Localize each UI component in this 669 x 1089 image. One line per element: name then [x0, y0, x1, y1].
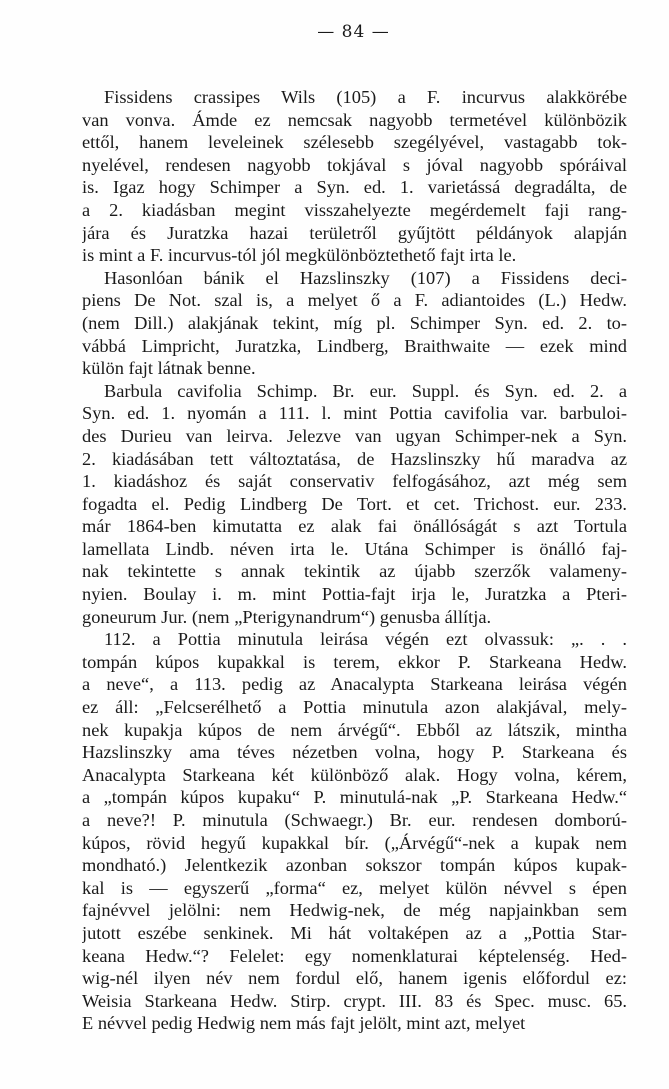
text-line: lamellata Lindb. néven irta le. Utána Schimper is önálló faj-: [82, 538, 627, 559]
text-line: des Durieu van leirva. Jelezve van ugyan Schimper-nek a Syn.: [82, 425, 627, 446]
text-line: külön fajt látnak benne.: [82, 358, 256, 379]
text-line: a neve?! P. minutula (Schwaegr.) Br. eur. rendesen domború-: [82, 810, 627, 830]
text-line: Anacalypta Starkeana két különböző alak. Hogy volna, kérem,: [82, 764, 627, 785]
body-text: [82, 86, 627, 1035]
text-line: Syn. ed. 1. nyomán a 111. l. mint Pottia cavifolia var. barbuloi-: [82, 403, 627, 424]
text-line: jutott eszébe senkinek. Mi hát voltaképen az a „Pottia Star-: [82, 922, 627, 943]
text-line: a „tompán kúpos kupaku“ P. minutulá-nak „P. Starkeana Hedw.“: [82, 787, 627, 808]
text-line: kal is — egyszerű „forma“ ez, melyet külön névvel s épen: [82, 877, 627, 898]
text-line: Barbula cavifolia Schimp. Br. eur. Suppl. és Syn. ed. 2. a: [104, 380, 627, 401]
text-line: ettől, hanem leveleinek szélesebb szegélyével, vastagabb tok-: [82, 132, 627, 153]
text-line: Weisia Starkeana Hedw. Stirp. crypt. III. 83 és Spec. musc. 65.: [82, 990, 627, 1011]
text-line: Hazslinszky ama téves nézetben volna, hogy P. Starkeana és: [82, 742, 627, 763]
text-line: fogadta el. Pedig Lindberg De Tort. et cet. Trichost. eur. 233.: [82, 493, 627, 514]
text-line: mondható.) Jelentkezik azonban sokszor tompán kúpos kupak-: [82, 855, 627, 876]
text-line: jára és Juratzka hazai területről gyűjtött példányok alapján: [82, 222, 627, 243]
text-line: kúpos, rövid hegyű kupakkal bír. („Árvégű“-nek a kupak nem: [82, 832, 627, 853]
text-line: van vonva. Ámde ez nemcsak nagyobb termetével különbözik: [82, 109, 627, 130]
text-line: a neve“, a 113. pedig az Anacalypta Starkeana leirása végén: [82, 674, 627, 695]
text-line: is mint a F. incurvus-tól jól megkülönböztethető fajt irta le.: [82, 245, 517, 266]
text-line: a 2. kiadásban megint visszahelyezte megérdemelt faji rang-: [82, 199, 627, 220]
text-line: ez áll: „Felcserélhető a Pottia minutula azon alakjával, mely-: [82, 697, 627, 718]
text-line: 1. kiadáshoz és saját conservativ felfogásához, azt még sem: [82, 471, 627, 492]
text-line: vábbá Limpricht, Juratzka, Lindberg, Braithwaite — ezek mind: [82, 335, 627, 356]
text-line: fajnévvel jelölni: nem Hedwig-nek, de még napjainkban sem: [82, 900, 627, 921]
text-line: már 1864-ben kimutatta ez alak fai önállóságát s azt Tortula: [82, 516, 627, 537]
text-line: 2. kiadásában tett változtatása, de Hazslinszky hű maradva az: [82, 448, 627, 469]
text-line: (nem Dill.) alakjának tekint, míg pl. Schimper Syn. ed. 2. to-: [82, 312, 627, 333]
text-line: 112. a Pottia minutula leirása végén ezt olvassuk: „. . .: [104, 629, 627, 650]
text-line: nak tekintette s annak tekintik az újabb szerzők valameny-: [82, 561, 627, 582]
text-line: nek kupakja kúpos de nem árvégű“. Ebből az látszik, mintha: [82, 719, 627, 740]
text-line: Hasonlóan bánik el Hazslinszky (107) a Fissidens deci-: [104, 267, 627, 288]
page-number: — 84 —: [317, 22, 390, 42]
text-line: is. Igaz hogy Schimper a Syn. ed. 1. varietássá degradálta, de: [82, 177, 627, 198]
text-line: goneurum Jur. (nem „Pterigynandrum“) genusba állítja.: [82, 606, 492, 627]
text-line: E névvel pedig Hedwig nem más fajt jelölt, mint azt, melyet: [82, 1013, 526, 1034]
text-line: wig-nél ilyen név nem fordul elő, hanem igenis előfordul ez:: [82, 968, 627, 989]
text-line: Fissidens crassipes Wils (105) a F. incurvus alakkörébe: [104, 87, 627, 107]
text-line: keana Hedw.“? Felelet: egy nomenklaturai képtelenség. Hed-: [82, 945, 627, 966]
text-line: tompán kúpos kupakkal is terem, ekkor P. Starkeana Hedw.: [82, 651, 627, 672]
text-line: piens De Not. szal is, a melyet ő a F. adiantoides (L.) Hedw.: [82, 290, 627, 311]
text-line: nyelével, rendesen nagyobb tokjával s jóval nagyobb spóráival: [82, 154, 627, 175]
text-line: nyien. Boulay i. m. mint Pottia-fajt irja le, Juratzka a Pteri-: [82, 584, 627, 605]
